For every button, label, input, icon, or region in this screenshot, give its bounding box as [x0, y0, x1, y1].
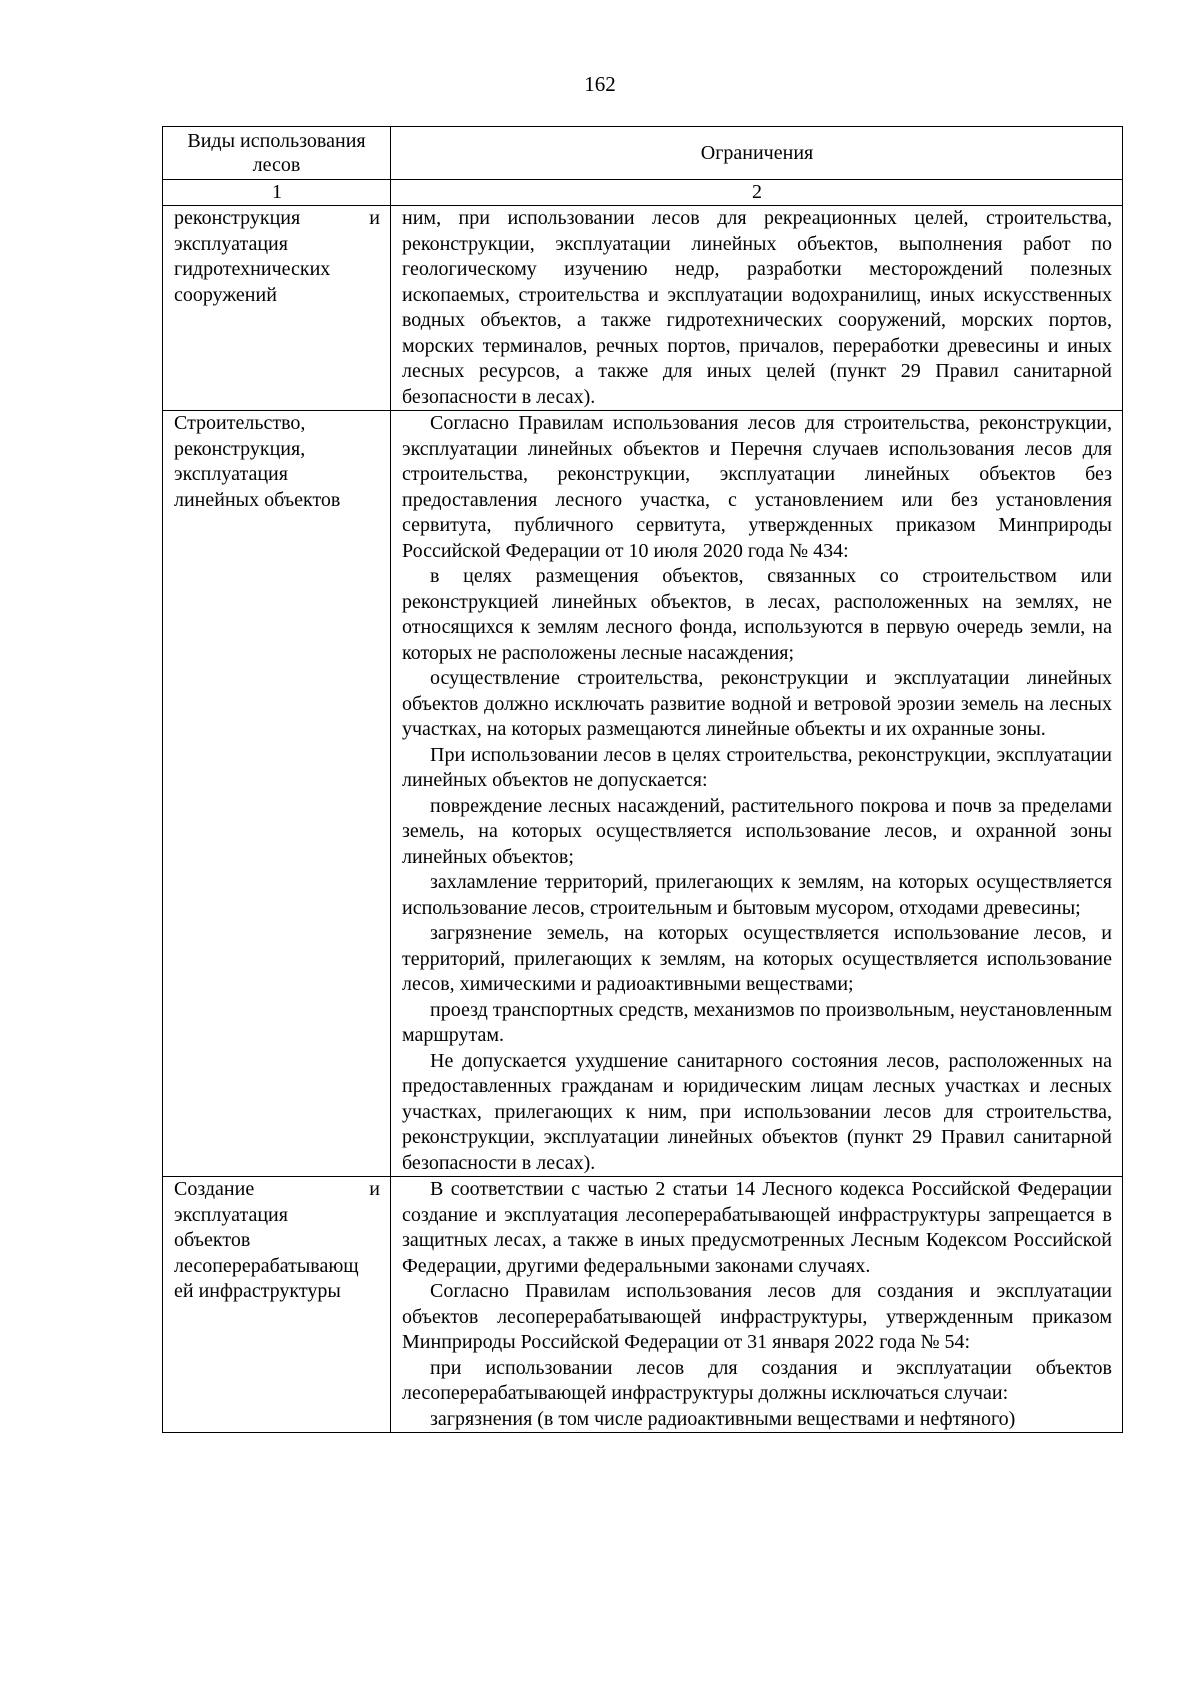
forest-use-type-word: реконструкция [174, 207, 301, 229]
forest-use-type-line [174, 1279, 380, 1305]
restrictions-cell [391, 411, 1123, 1177]
restriction-paragraph: Не допускается ухудшение санитарного состояния лесов, расположенных на предоставленных гражданам и юридическим лицам лесных участках и лесных участках, прилегающих к ним, при использовании лесов для строительства, реконструкции, эксплуатации линейных объектов (пункт 29 Правил санитарной безопасности в лесах). [402, 1049, 1112, 1174]
page-number: 162 [584, 72, 616, 96]
restriction-paragraph: при использовании лесов для создания и эксплуатации объектов лесоперерабатывающей инфраструктуры должны исключаться случаи: [402, 1356, 1112, 1404]
forest-use-type-word: ей инфраструктуры [174, 1280, 341, 1302]
forest-use-type-line [174, 1177, 380, 1203]
forest-use-restrictions-table [162, 126, 1123, 1433]
restriction-paragraph: Согласно Правилам использования лесов для создания и эксплуатации объектов лесоперерабатывающей инфраструктуры, утвержденным приказом Минприроды Российской Федерации от 31 января 2022 года № 54: [402, 1280, 1112, 1353]
forest-use-type-line [174, 1228, 380, 1254]
restriction-paragraph: в целях размещения объектов, связанных со строительством или реконструкцией линейных объектов, в лесах, расположенных на землях, не относящихся к землям лесного фонда, используются в первую очередь земли, на которых не расположены лесные насаждения; [402, 565, 1112, 664]
restrictions-cell [391, 206, 1123, 411]
restriction-paragraph: При использовании лесов в целях строительства, реконструкции, эксплуатации линейных объектов не допускается: [402, 743, 1112, 791]
forest-use-type-line [174, 1203, 380, 1229]
forest-use-type-word: эксплуатация [174, 232, 288, 255]
restriction-paragraph: загрязнения (в том числе радиоактивными веществами и нефтяного) [430, 1407, 1016, 1430]
forest-use-type-line [174, 257, 380, 283]
forest-use-type-word: эксплуатация [174, 463, 288, 485]
forest-use-type-line [174, 437, 380, 463]
table-row [163, 411, 1123, 1177]
restriction-paragraph: захламление территорий, прилегающих к землям, на которых осуществляется использование лесов, строительным и бытовым мусором, отходами древесины; [402, 871, 1112, 919]
restriction-paragraph: загрязнение земель, на которых осуществляется использование лесов, и территорий, прилегающих к землям, на которых осуществляется использование лесов, химическими и радиоактивными веществами; [402, 922, 1112, 995]
table-row [163, 206, 1123, 411]
column-number-1: 1 [163, 180, 391, 206]
forest-use-type-word: Создание [174, 1178, 255, 1200]
forest-use-type-line [174, 1254, 380, 1280]
forest-use-type-line [174, 411, 380, 437]
restriction-paragraph: осуществление строительства, реконструкции и эксплуатации линейных объектов должно исключать развитие водной и ветровой эрозии земель на лесных участках, на которых размещаются линейные объекты и их охранные зоны. [402, 667, 1112, 740]
restriction-paragraph: В соответствии с частью 2 статьи 14 Лесного кодекса Российской Федерации создание и эксплуатация лесоперерабатывающей инфраструктуры запрещается в защитных лесах, а также в иных предусмотренных Лесным Кодексом Российской Федерации, другими федеральными законами случаях. [402, 1178, 1112, 1277]
forest-use-type-cell [163, 411, 391, 1177]
forest-use-type-word: объектов [174, 1229, 251, 1251]
restriction-paragraph: повреждение лесных насаждений, растительного покрова и почв за пределами земель, на которых осуществляется использование лесов, и охранной зоны линейных объектов; [402, 794, 1112, 868]
forest-use-type-word: реконструкция, [174, 437, 306, 460]
restrictions-cell [391, 1177, 1123, 1433]
forest-use-type-cell [163, 206, 391, 411]
forest-use-type-word: Строительство, [174, 412, 306, 434]
table-row [163, 1177, 1123, 1433]
restriction-paragraph: Согласно Правилам использования лесов для строительства, реконструкции, эксплуатации линейных объектов и Перечня случаев использования лесов для строительства, реконструкции, эксплуатации линейных объектов без предоставления лесного участка, с установлением или без установления сервитута, публичного сервитута, утвержденных приказом Минприроды Российской Федерации от 10 июля 2020 года № 434: [402, 412, 1112, 562]
forest-use-type-word: линейных объектов [174, 488, 341, 511]
forest-use-type-word: сооружений [174, 283, 277, 306]
restriction-paragraph: ним, при использовании лесов для рекреационных целей, строительства, реконструкции, эксплуатации линейных объектов, выполнения работ по геологическому изучению недр, разработки месторождений полезных ископаемых, строительства и эксплуатации водохранилищ, иных искусственных водных объектов, а также гидротехнических сооружений, морских портов, морских терминалов, речных портов, причалов, переработки древесины и иных лесных ресурсов, а также для иных целей (пункт 29 Правил санитарной безопасности в лесах). [402, 207, 1112, 408]
forest-use-type-word: гидротехнических [174, 258, 331, 280]
restriction-paragraph: проезд транспортных средств, механизмов по произвольным, неустановленным маршрутам. [402, 998, 1112, 1046]
forest-use-type-word: и [369, 207, 380, 229]
column-header-forest-use-types: Виды использования лесов [163, 127, 391, 180]
column-number-2: 2 [391, 180, 1123, 206]
forest-use-type-line [174, 206, 380, 232]
column-number-row [163, 180, 1123, 206]
forest-use-type-word: и [369, 1178, 380, 1200]
forest-use-type-word: лесоперерабатывающ [174, 1254, 359, 1277]
forest-use-type-word: эксплуатация [174, 1203, 288, 1226]
forest-use-type-line [174, 283, 380, 309]
forest-use-type-line [174, 232, 380, 258]
column-header-restrictions: Ограничения [391, 127, 1123, 180]
forest-use-type-line [174, 462, 380, 488]
forest-use-type-line [174, 488, 380, 514]
forest-use-type-cell [163, 1177, 391, 1433]
table-header-row [163, 127, 1123, 180]
